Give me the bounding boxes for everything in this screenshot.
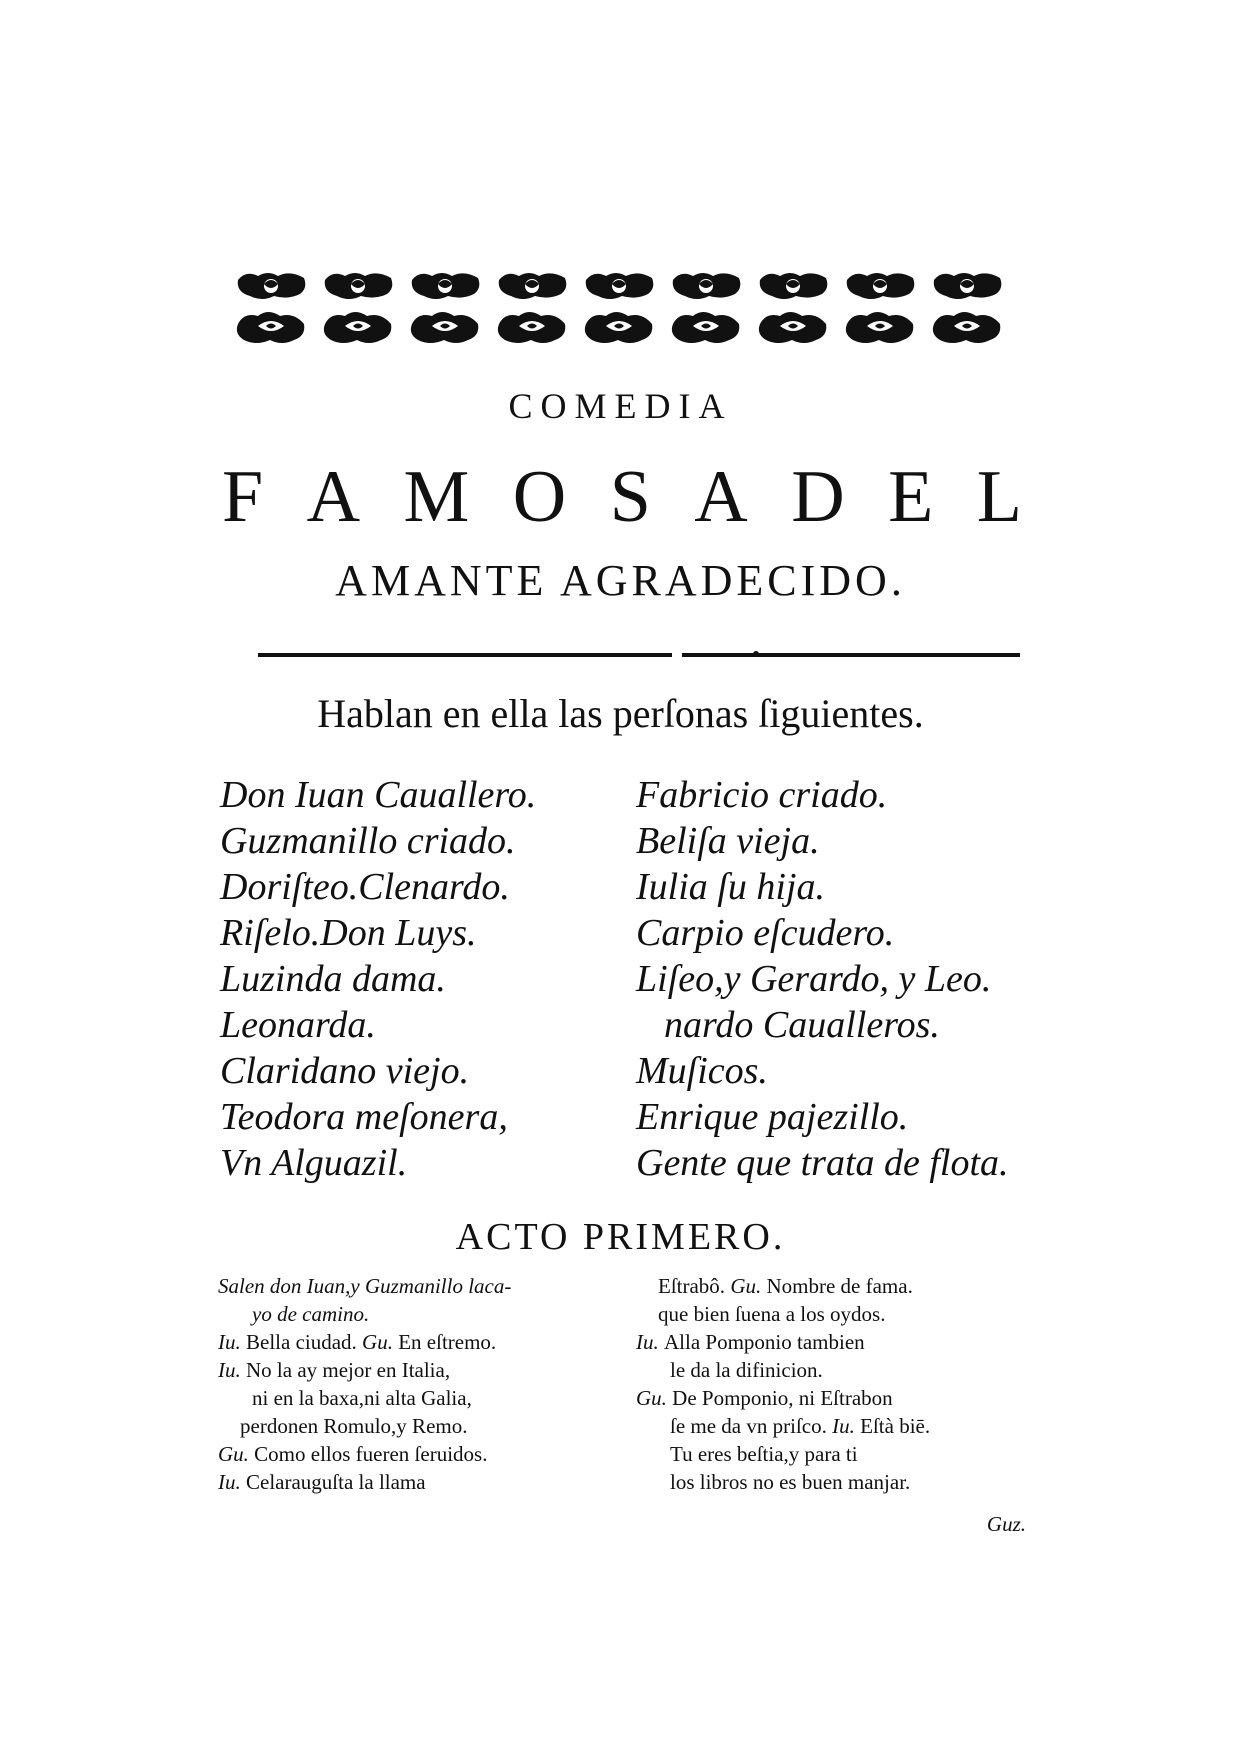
dialogue-line bbox=[636, 1384, 1036, 1412]
cast-item: Liſeo,y Gerardo, y Leo. bbox=[636, 958, 992, 1000]
dialogue-text: Nombre de fama. bbox=[766, 1274, 913, 1298]
cast-item: Fabricio criado. bbox=[636, 774, 888, 816]
dialogue-line bbox=[218, 1468, 618, 1496]
dialogue-text: Eſtrabô. bbox=[658, 1274, 731, 1298]
catchword: Guz. bbox=[986, 1512, 1026, 1536]
speaker-abbrev: Gu. bbox=[218, 1442, 255, 1466]
dialogue-column-left bbox=[218, 1272, 618, 1496]
dialogue-line bbox=[218, 1440, 618, 1468]
act-title: ACTO PRIMERO. bbox=[455, 1216, 786, 1258]
dialogue-text: Como ellos fueren ſeruidos. bbox=[254, 1442, 488, 1466]
dialogue-line bbox=[636, 1272, 1036, 1300]
dialogue-text: ni en la baxa,ni alta Galia, bbox=[252, 1386, 472, 1410]
dialogue-text: yo de camino. bbox=[252, 1302, 370, 1326]
speaker-abbrev: Iu. bbox=[832, 1414, 861, 1438]
dialogue-column-right bbox=[636, 1272, 1036, 1496]
dialogue-text: Salen don Iuan,y Guzmanillo laca- bbox=[218, 1274, 512, 1298]
cast-item: Beliſa vieja. bbox=[636, 820, 820, 862]
cast-item: nardo Caualleros. bbox=[664, 1004, 940, 1046]
cast-item: Guzmanillo criado. bbox=[220, 820, 516, 862]
dialogue-line bbox=[636, 1412, 1036, 1440]
speaker-abbrev: Iu. bbox=[218, 1330, 246, 1354]
title-comedia: COMEDIA bbox=[508, 386, 733, 426]
cast-item: Riſelo.Don Luys. bbox=[220, 912, 477, 954]
dialogue-line bbox=[636, 1468, 1036, 1496]
cast-item: Doriſteo.Clenardo. bbox=[220, 866, 510, 908]
divider-rule bbox=[258, 645, 1020, 655]
dialogue-line bbox=[218, 1272, 618, 1300]
title-letter: S bbox=[609, 456, 651, 538]
cast-item: Carpio eſcudero. bbox=[636, 912, 895, 954]
title-letter: E bbox=[888, 456, 934, 538]
dialogue-line bbox=[218, 1384, 618, 1412]
dialogue-text: perdonen Romulo,y Remo. bbox=[240, 1414, 468, 1438]
cast-item: Muſicos. bbox=[636, 1050, 768, 1092]
dialogue-text: le da la difinicion. bbox=[670, 1358, 823, 1382]
dialogue-text: ſe me da vn priſco. bbox=[670, 1414, 833, 1438]
cast-item: Teodora meſonera, bbox=[220, 1096, 508, 1138]
dialogue-text: los libros no es buen manjar. bbox=[670, 1470, 911, 1494]
dialogue-line bbox=[218, 1300, 618, 1328]
ornament-band bbox=[234, 270, 1024, 350]
dialogue-line bbox=[218, 1412, 618, 1440]
title-letter: A bbox=[306, 456, 361, 538]
title-letter: D bbox=[791, 456, 845, 538]
speaker-abbrev: Gu. bbox=[362, 1330, 399, 1354]
cast-item: Gente que trata de flota. bbox=[636, 1142, 1009, 1184]
dialogue-text: En eſtremo. bbox=[398, 1330, 497, 1354]
cast-item: Leonarda. bbox=[220, 1004, 376, 1046]
cast-list-right bbox=[636, 772, 1056, 1186]
cast-item: Vn Alguazil. bbox=[220, 1142, 408, 1184]
dialogue-text: Bella ciudad. bbox=[246, 1330, 363, 1354]
dialogue-text: Alla Pomponio tambien bbox=[664, 1330, 865, 1354]
cast-intro: Hablan en ella las perſonas ſiguientes. bbox=[317, 691, 924, 736]
dialogue-text: Eſtà biē. bbox=[860, 1414, 931, 1438]
dialogue-text: Tu eres beſtia,y para ti bbox=[670, 1442, 858, 1466]
dialogue-line bbox=[636, 1440, 1036, 1468]
speaker-abbrev: Iu. bbox=[218, 1470, 246, 1494]
dialogue-text: De Pomponio, ni Eſtrabon bbox=[672, 1386, 893, 1410]
cast-item: Don Iuan Cauallero. bbox=[220, 774, 537, 816]
dialogue-text: que bien ſuena a los oydos. bbox=[658, 1302, 886, 1326]
cast-item: Enrique pajezillo. bbox=[636, 1096, 909, 1138]
dialogue-line bbox=[218, 1356, 618, 1384]
title-amante-agradecido: AMANTE AGRADECIDO. bbox=[335, 556, 906, 605]
speaker-abbrev: Gu. bbox=[636, 1386, 673, 1410]
title-letter: M bbox=[403, 456, 470, 538]
dialogue-line bbox=[636, 1300, 1036, 1328]
cast-item: Iulia ſu hija. bbox=[636, 866, 825, 908]
dialogue-text: No la ay mejor en Italia, bbox=[246, 1358, 451, 1382]
dialogue-line bbox=[218, 1328, 618, 1356]
title-letter: F bbox=[222, 456, 264, 538]
cast-list-left bbox=[220, 772, 620, 1186]
dialogue-line bbox=[636, 1328, 1036, 1356]
cast-item: Claridano viejo. bbox=[220, 1050, 470, 1092]
speaker-abbrev: Iu. bbox=[636, 1330, 664, 1354]
speaker-abbrev: Iu. bbox=[218, 1358, 246, 1382]
title-famosa-del bbox=[222, 455, 1022, 540]
dialogue-line bbox=[636, 1356, 1036, 1384]
title-letter: O bbox=[512, 456, 567, 538]
cast-item: Luzinda dama. bbox=[220, 958, 446, 1000]
speaker-abbrev: Gu. bbox=[730, 1274, 767, 1298]
title-letter: A bbox=[694, 456, 748, 538]
title-letter: L bbox=[976, 456, 1022, 538]
dialogue-text: Celarauguſta la llama bbox=[246, 1470, 426, 1494]
